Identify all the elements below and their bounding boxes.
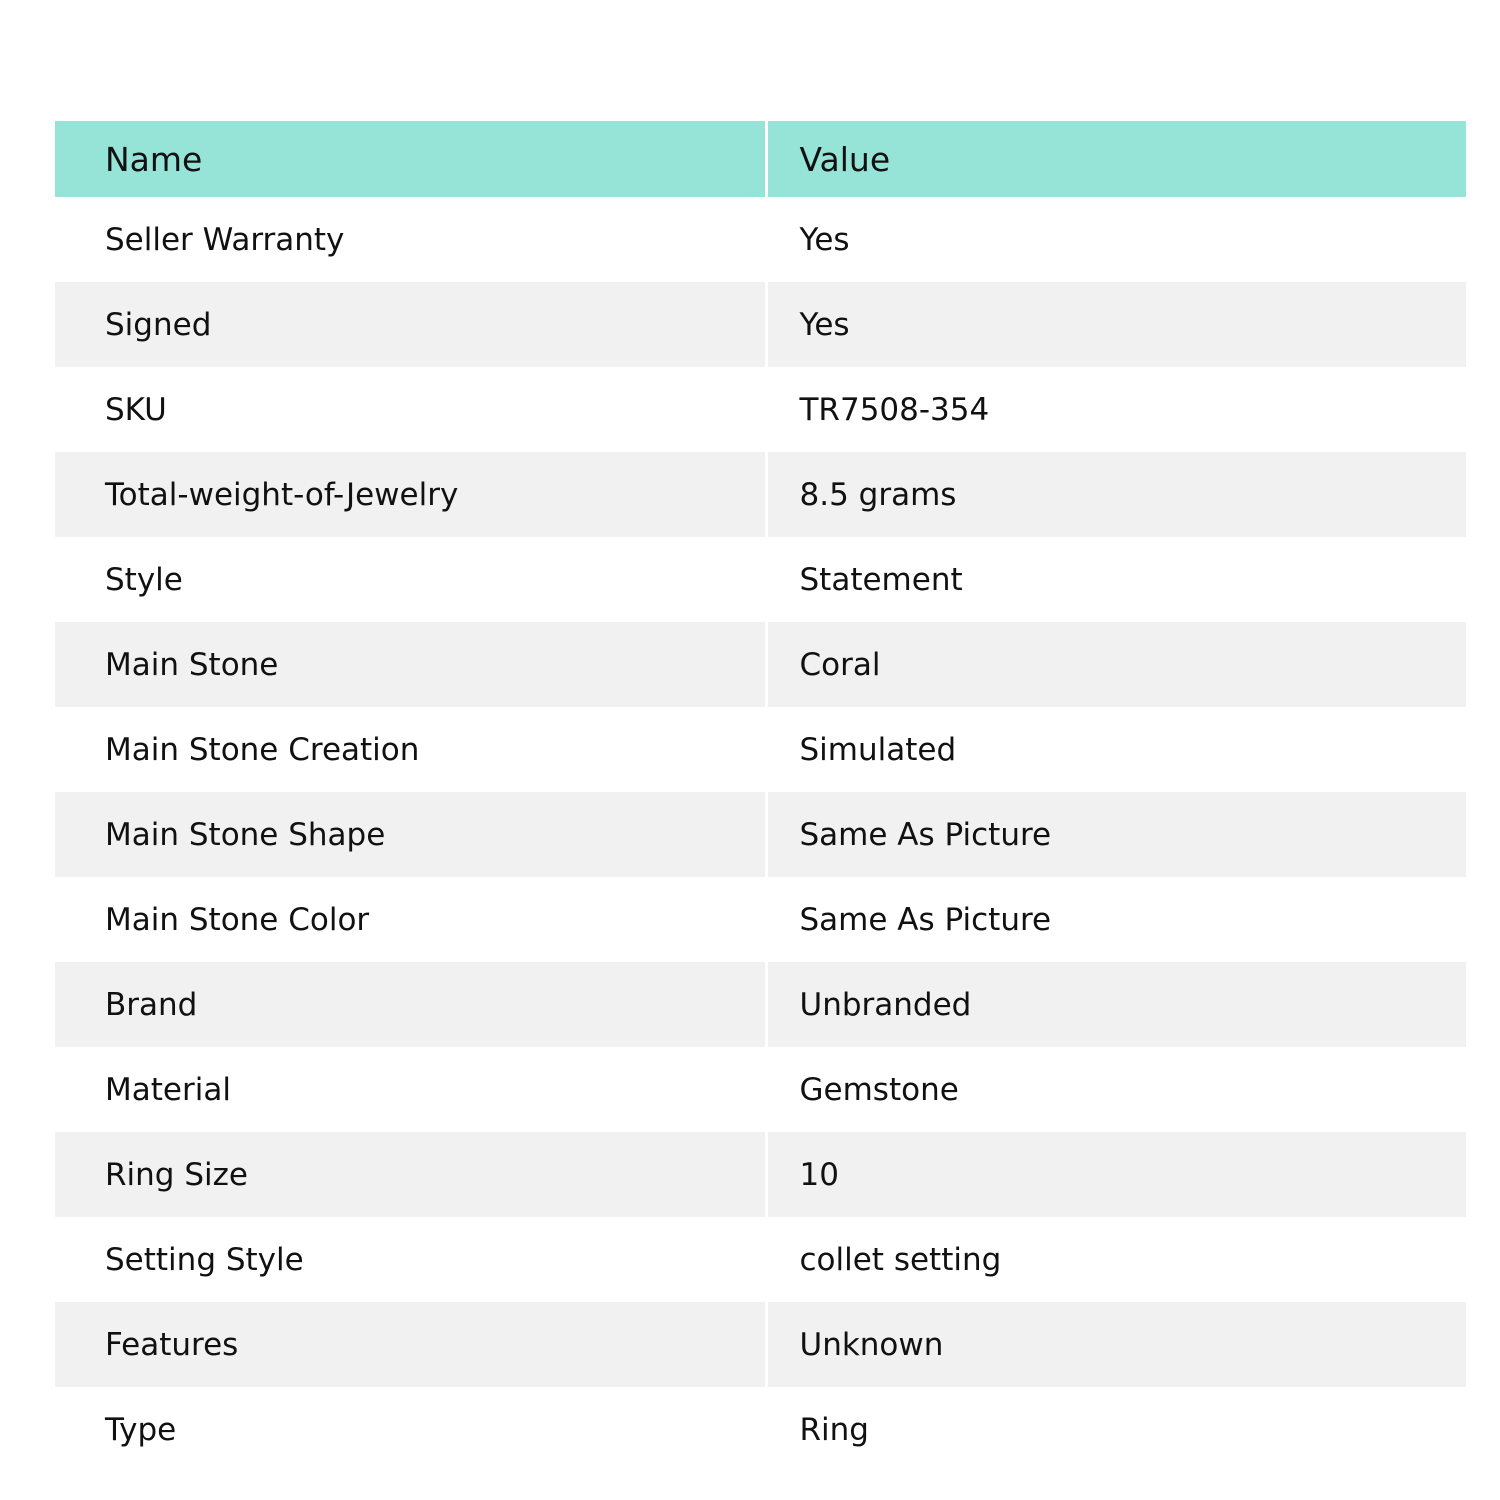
- table-row: [55, 1302, 1466, 1387]
- table-row: [55, 1047, 1466, 1132]
- row-value-cell: 10: [766, 1132, 1466, 1217]
- row-value-cell: Unknown: [766, 1302, 1466, 1387]
- row-name-cell: Main Stone Creation: [55, 707, 766, 792]
- row-name-cell: Brand: [55, 962, 766, 1047]
- table-row: [55, 452, 1466, 537]
- row-name-cell: Style: [55, 537, 766, 622]
- row-value-cell: Unbranded: [766, 962, 1466, 1047]
- row-value-cell: Ring: [766, 1387, 1466, 1472]
- row-value-cell: Coral: [766, 622, 1466, 707]
- column-header-name: Name: [55, 121, 766, 197]
- row-value-cell: collet setting: [766, 1217, 1466, 1302]
- row-value-cell: Same As Picture: [766, 792, 1466, 877]
- table-row: [55, 792, 1466, 877]
- table-row: [55, 1217, 1466, 1302]
- column-header-value: Value: [766, 121, 1466, 197]
- row-name-cell: Features: [55, 1302, 766, 1387]
- row-value-cell: Simulated: [766, 707, 1466, 792]
- row-name-cell: Type: [55, 1387, 766, 1472]
- row-name-cell: Ring Size: [55, 1132, 766, 1217]
- row-value-cell: Same As Picture: [766, 877, 1466, 962]
- row-name-cell: Main Stone Color: [55, 877, 766, 962]
- table-row: [55, 1132, 1466, 1217]
- row-value-cell: 8.5 grams: [766, 452, 1466, 537]
- row-value-cell: Statement: [766, 537, 1466, 622]
- row-name-cell: SKU: [55, 367, 766, 452]
- row-name-cell: Main Stone: [55, 622, 766, 707]
- table-row: [55, 622, 1466, 707]
- row-value-cell: Yes: [766, 197, 1466, 282]
- table-row: [55, 962, 1466, 1047]
- table-header-row: [55, 121, 1466, 197]
- spec-table: [55, 121, 1466, 1472]
- row-name-cell: Main Stone Shape: [55, 792, 766, 877]
- table-row: [55, 877, 1466, 962]
- table-row: [55, 282, 1466, 367]
- table-row: [55, 367, 1466, 452]
- row-name-cell: Total-weight-of-Jewelry: [55, 452, 766, 537]
- row-value-cell: Yes: [766, 282, 1466, 367]
- table-row: [55, 1387, 1466, 1472]
- row-name-cell: Seller Warranty: [55, 197, 766, 282]
- row-value-cell: Gemstone: [766, 1047, 1466, 1132]
- table-row: [55, 707, 1466, 792]
- row-name-cell: Signed: [55, 282, 766, 367]
- row-value-cell: TR7508-354: [766, 367, 1466, 452]
- row-name-cell: Setting Style: [55, 1217, 766, 1302]
- table-row: [55, 197, 1466, 282]
- table-row: [55, 537, 1466, 622]
- row-name-cell: Material: [55, 1047, 766, 1132]
